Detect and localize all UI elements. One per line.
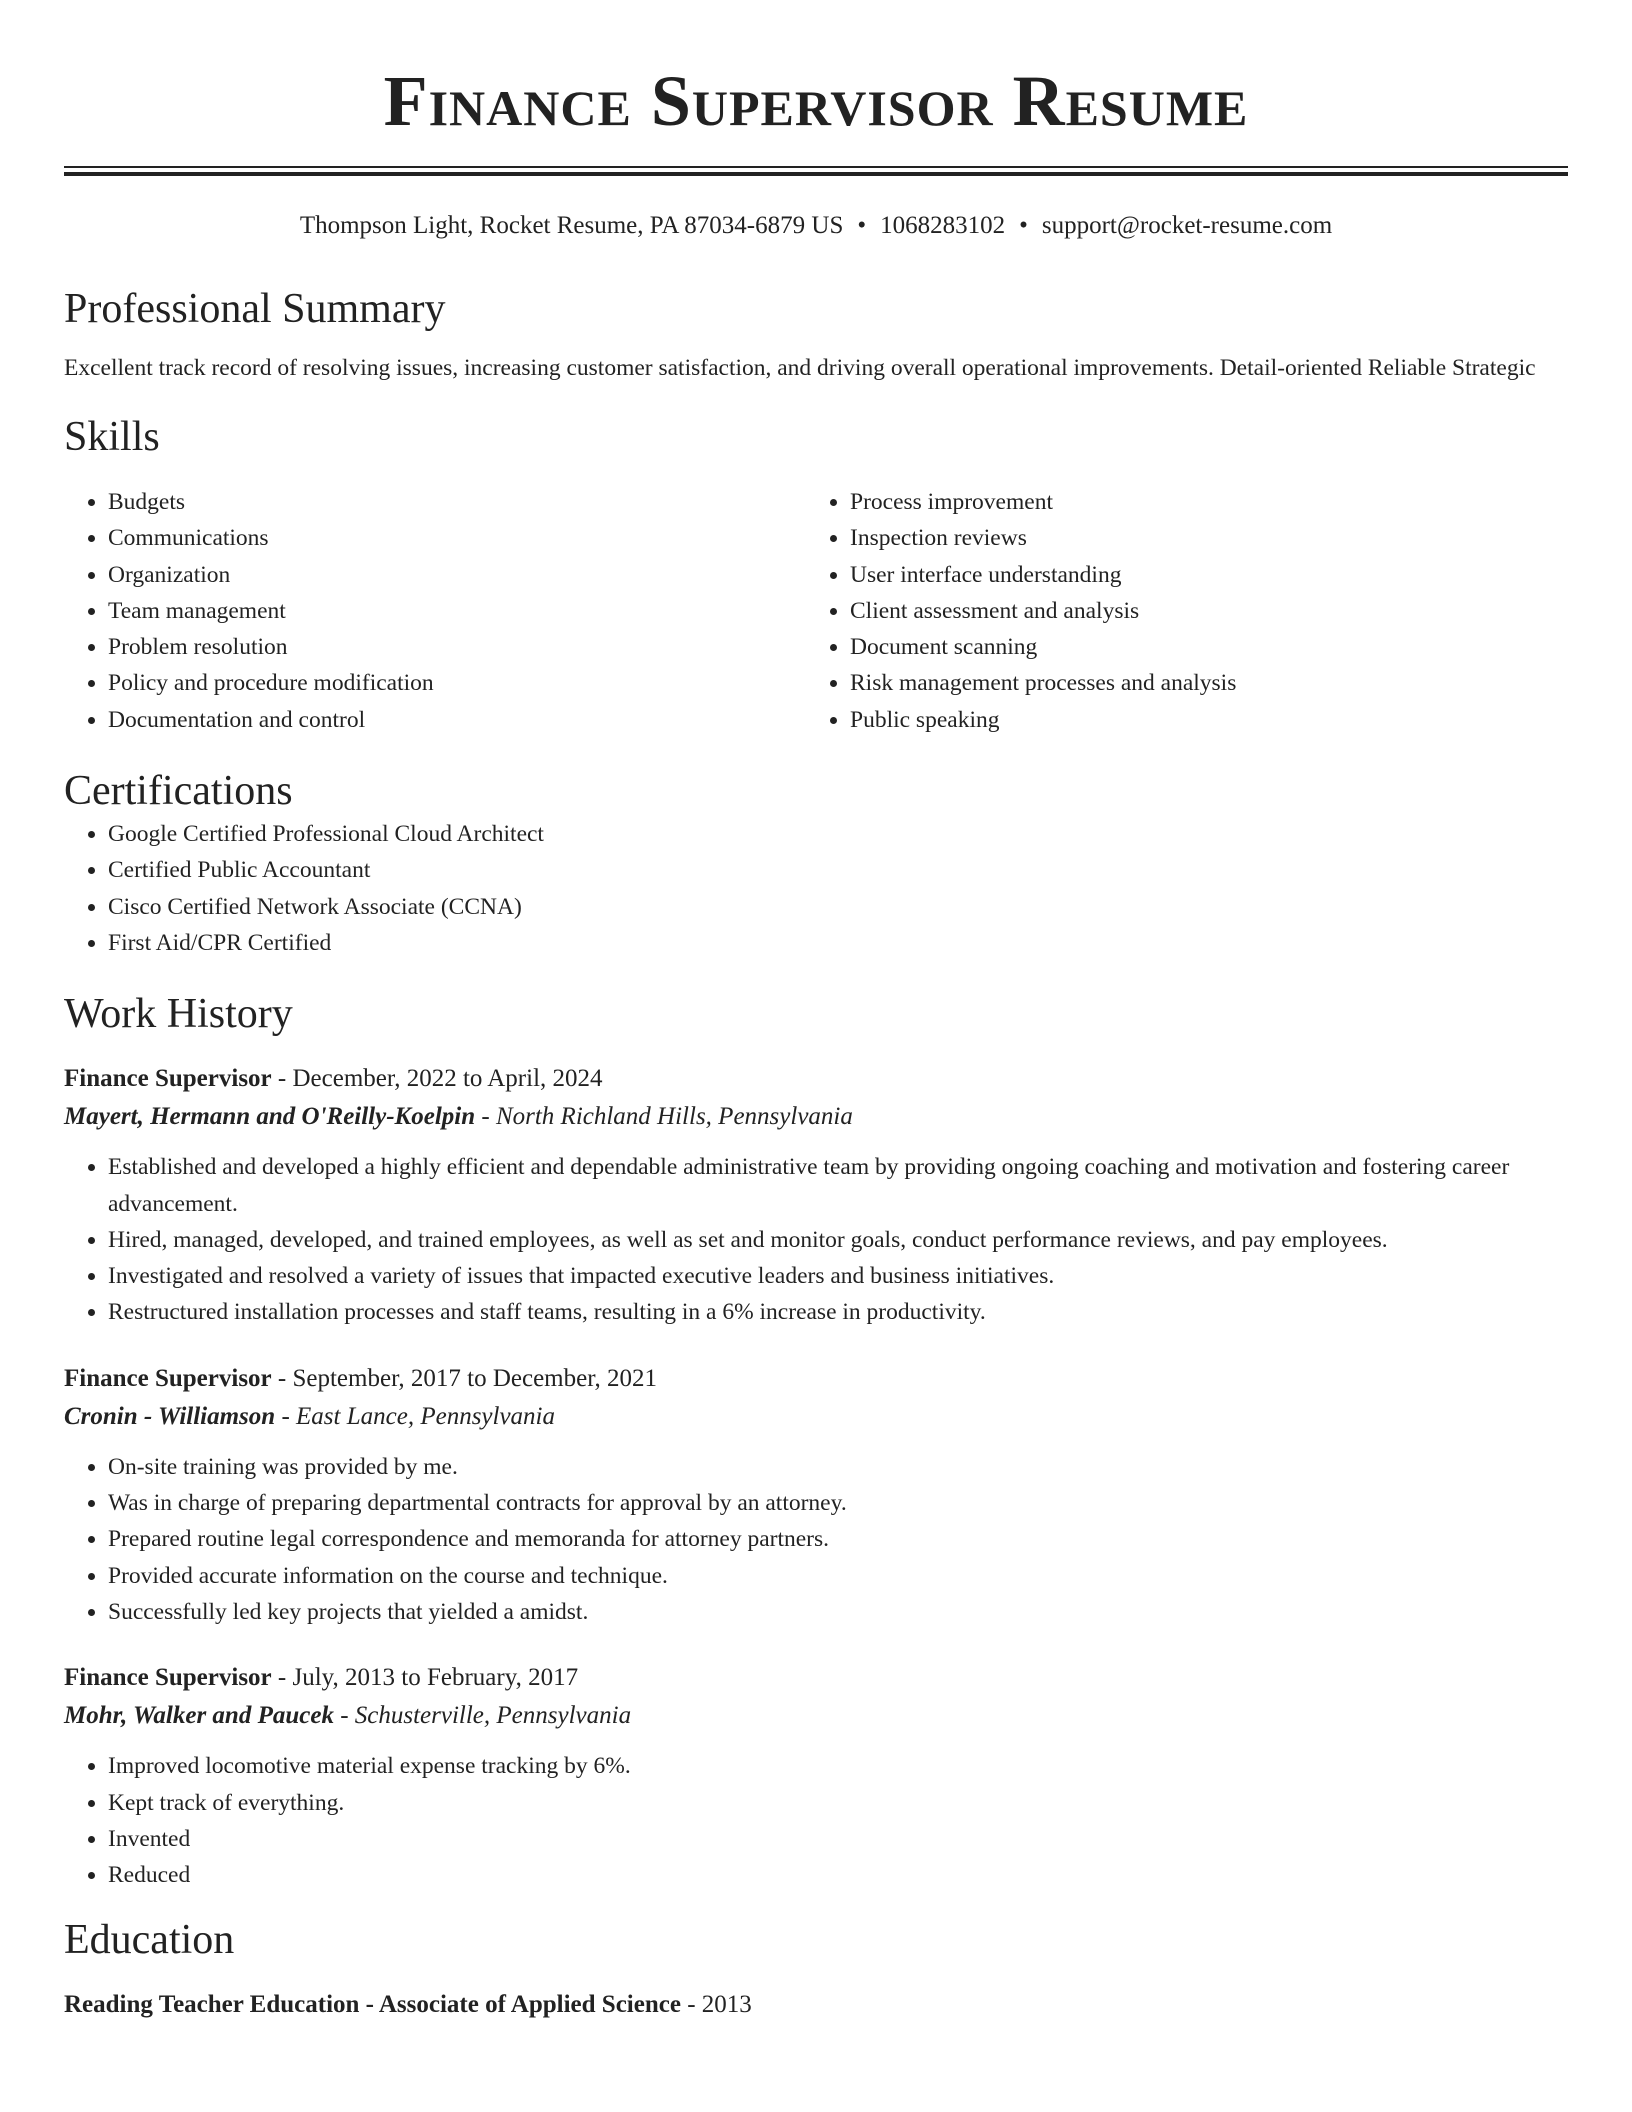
skill-item: • Inspection reviews — [850, 520, 1548, 556]
certifications-section — [64, 766, 1568, 961]
job-dates: - July, 2013 to February, 2017 — [271, 1664, 579, 1692]
job-title-line — [64, 1660, 1568, 1696]
job-duty-item: • Successfully led key projects that yielded a amidst. — [108, 1594, 1568, 1630]
skill-item: • Budgets — [108, 484, 806, 520]
job-duties-list — [64, 1449, 1568, 1630]
certifications-list — [64, 816, 1568, 961]
job-duty-item: • Reduced — [108, 1857, 1568, 1893]
skill-item: • Problem resolution — [108, 629, 806, 665]
job-dates: - September, 2017 to December, 2021 — [271, 1364, 658, 1392]
job-employer-line — [64, 1097, 1568, 1137]
skill-item: • User interface understanding — [850, 557, 1548, 593]
job-role: Finance Supervisor — [64, 1664, 272, 1692]
page-title: Finance Supervisor Resume — [383, 61, 1249, 141]
job-company: Mohr, Walker and Paucek — [64, 1702, 334, 1730]
job-duty-item: • Improved locomotive material expense tracking by 6%. — [108, 1748, 1568, 1784]
job-location: - East Lance, Pennsylvania — [275, 1402, 556, 1430]
title-divider — [64, 166, 1568, 176]
skill-item: • Team management — [108, 593, 806, 629]
job-duty-item: • On-site training was provided by me. — [108, 1449, 1568, 1485]
job-duty-item: • Kept track of everything. — [108, 1785, 1568, 1821]
contact-line — [64, 210, 1568, 242]
job-duty-item: • Investigated and resolved a variety of issues that impacted executive leaders and business initiatives. — [108, 1258, 1568, 1294]
skills-column-right — [806, 484, 1548, 738]
contact-separator: • — [857, 212, 867, 239]
job-duty-item: • Prepared routine legal correspondence and memoranda for attorney partners. — [108, 1521, 1568, 1557]
skill-item: • Communications — [108, 520, 806, 556]
job-company: Mayert, Hermann and O'Reilly-Koelpin — [64, 1103, 476, 1131]
job-duty-item: • Restructured installation processes and staff teams, resulting in a 6% increase in productivity. — [108, 1294, 1568, 1330]
contact-email: support@rocket-resume.com — [1041, 212, 1333, 239]
education-entry — [64, 1987, 1568, 2023]
education-section — [64, 1915, 1568, 2023]
skill-item: • Public speaking — [850, 702, 1548, 738]
education-year: - 2013 — [680, 1991, 752, 2019]
job-company: Cronin - Williamson — [64, 1402, 276, 1430]
job-title-line — [64, 1361, 1568, 1397]
education-heading: Education — [64, 1917, 235, 1964]
work-history-section — [64, 989, 1568, 1893]
work-history-heading: Work History — [64, 991, 293, 1038]
skills-list-right — [806, 484, 1548, 738]
summary-section — [64, 284, 1568, 386]
job-role: Finance Supervisor — [64, 1364, 272, 1392]
skill-item: • Process improvement — [850, 484, 1548, 520]
job-duties-list — [64, 1149, 1568, 1330]
skills-list-left — [64, 484, 806, 738]
certification-item: • Cisco Certified Network Associate (CCNA) — [108, 889, 1568, 925]
job-dates: - December, 2022 to April, 2024 — [271, 1065, 603, 1093]
job-location: - Schusterville, Pennsylvania — [333, 1702, 632, 1730]
skill-item: • Risk management processes and analysis — [850, 665, 1548, 701]
job-title-line — [64, 1061, 1568, 1097]
skill-item: • Documentation and control — [108, 702, 806, 738]
certifications-heading: Certifications — [64, 768, 293, 815]
contact-address: Thompson Light, Rocket Resume, PA 87034-6879 US — [299, 212, 844, 239]
contact-separator: • — [1019, 212, 1028, 239]
job-duty-item: • Invented — [108, 1821, 1568, 1857]
job-entry — [64, 1361, 1568, 1630]
skill-item: • Policy and procedure modification — [108, 665, 806, 701]
job-duty-item: • Was in charge of preparing departmental contracts for approval by an attorney. — [108, 1485, 1568, 1521]
skills-section — [64, 412, 1568, 738]
skills-columns — [64, 484, 1568, 738]
skill-item: • Document scanning — [850, 629, 1548, 665]
certification-item: • Google Certified Professional Cloud Architect — [108, 816, 1568, 852]
skills-heading: Skills — [64, 414, 160, 460]
job-employer-line — [64, 1696, 1568, 1736]
job-location: - North Richland Hills, Pennsylvania — [475, 1103, 853, 1131]
job-duty-item: • Provided accurate information on the course and technique. — [108, 1558, 1568, 1594]
job-employer-line — [64, 1397, 1568, 1437]
skill-item: • Client assessment and analysis — [850, 593, 1548, 629]
summary-heading: Professional Summary — [64, 286, 446, 332]
contact-phone: 1068283102 — [880, 212, 1006, 239]
job-duties-list — [64, 1748, 1568, 1893]
skills-column-left — [64, 484, 806, 738]
job-role: Finance Supervisor — [64, 1065, 272, 1093]
education-degree: Reading Teacher Education - Associate of Applied Science — [64, 1991, 681, 2019]
summary-text: Excellent track record of resolving issues, increasing customer satisfaction, and driving overall operational improvements. Detail-oriented Reliable Strategic — [64, 355, 1536, 381]
certification-item: • Certified Public Accountant — [108, 852, 1568, 888]
certification-item: • First Aid/CPR Certified — [108, 925, 1568, 961]
skill-item: • Organization — [108, 557, 806, 593]
job-entry — [64, 1061, 1568, 1330]
resume-page — [64, 0, 1568, 2023]
job-duty-item: • Established and developed a highly efficient and dependable administrative team by providing ongoing coaching and motivation and fostering career advancement. — [108, 1149, 1568, 1222]
job-duty-item: • Hired, managed, developed, and trained employees, as well as set and monitor goals, conduct performance reviews, and pay employees. — [108, 1222, 1568, 1258]
job-entry — [64, 1660, 1568, 1893]
